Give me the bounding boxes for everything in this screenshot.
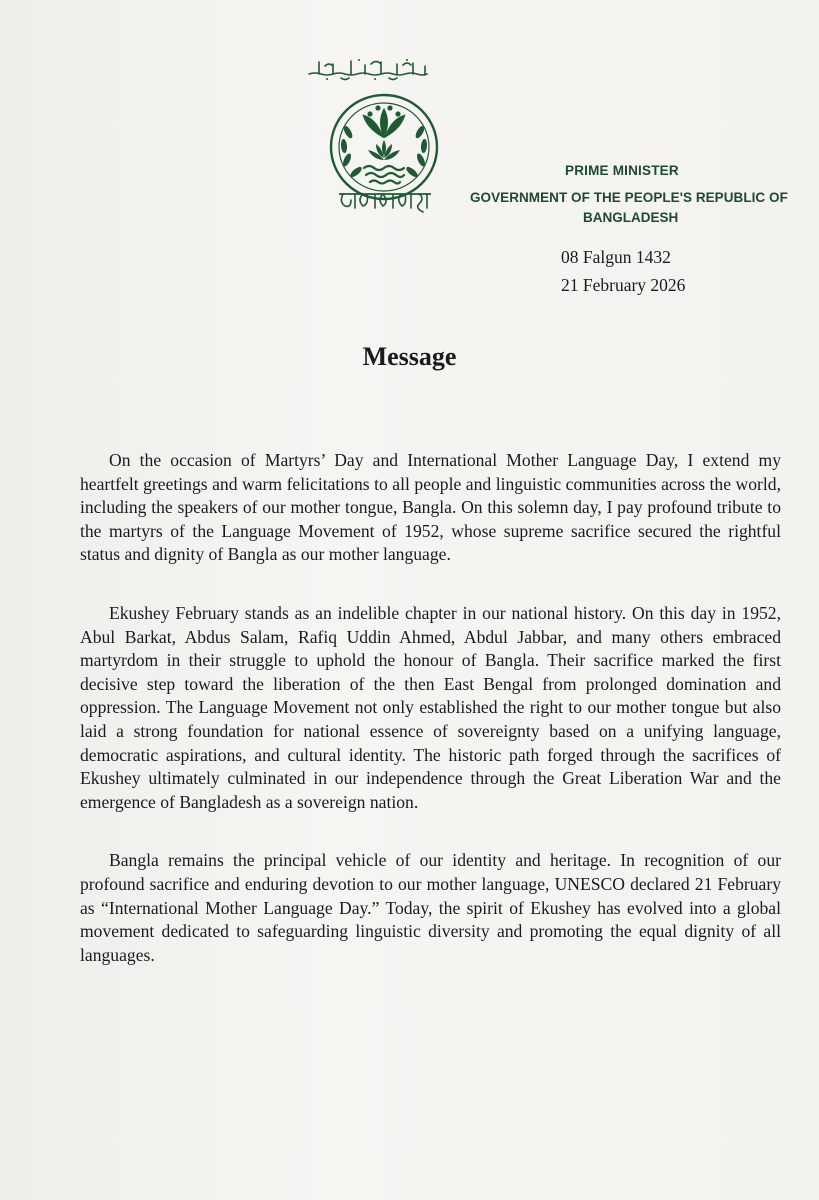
emblem-caption-lettering <box>335 188 435 214</box>
date-bangla: 08 Falgun 1432 <box>561 247 671 267</box>
message-body <box>80 449 781 1002</box>
country-name: BANGLADESH <box>583 210 679 225</box>
bismillah-calligraphy-icon <box>305 56 435 82</box>
government-name: GOVERNMENT OF THE PEOPLE'S REPUBLIC OF <box>470 190 788 205</box>
message-heading: Message <box>362 342 457 371</box>
date-block <box>561 243 685 299</box>
date-gregorian: 21 February 2026 <box>561 275 686 295</box>
office-title: PRIME MINISTER <box>565 163 679 178</box>
paragraph: Bangla remains the principal vehicle of our identity and heritage. In recognition of our profound sacrifice and enduring devotion to our mother language, UNESCO declared 21 February as “International Mother Language Day.” Today, the spirit of Ekushey has evolved into a global movement dedicated to safeguarding linguistic diversity and promoting the equal dignity of all languages. <box>80 850 781 965</box>
paragraph: Ekushey February stands as an indelible chapter in our national history. On this day in 1952, Abul Barkat, Abdus Salam, Rafiq Uddin Ahmed, Abdul Jabbar, and many others embraced martyrdom in their struggle to uphold the honour of Bangla. Their sacrifice marked the first decisive step toward the liberation of the then East Bengal from prolonged domination and oppression. The Language Movement not only established the right to our mother tongue but also laid a strong foundation for national essence of sovereignty based on a unifying language, democratic aspirations, and cultural identity. The historic path forged through the sacrifices of Ekushey ultimately culminated in our independence through the Great Liberation War and the emergence of Bangladesh as a sovereign nation. <box>80 602 781 812</box>
paragraph: On the occasion of Martyrs’ Day and International Mother Language Day, I extend my heartfelt greetings and warm felicitations to all people and linguistic communities across the world, including the speakers of our mother tongue, Bangla. On this solemn day, I pay profound tribute to the martyrs of the Language Movement of 1952, whose supreme sacrifice secured the rightful status and dignity of Bangla as our mother language. <box>80 450 781 565</box>
